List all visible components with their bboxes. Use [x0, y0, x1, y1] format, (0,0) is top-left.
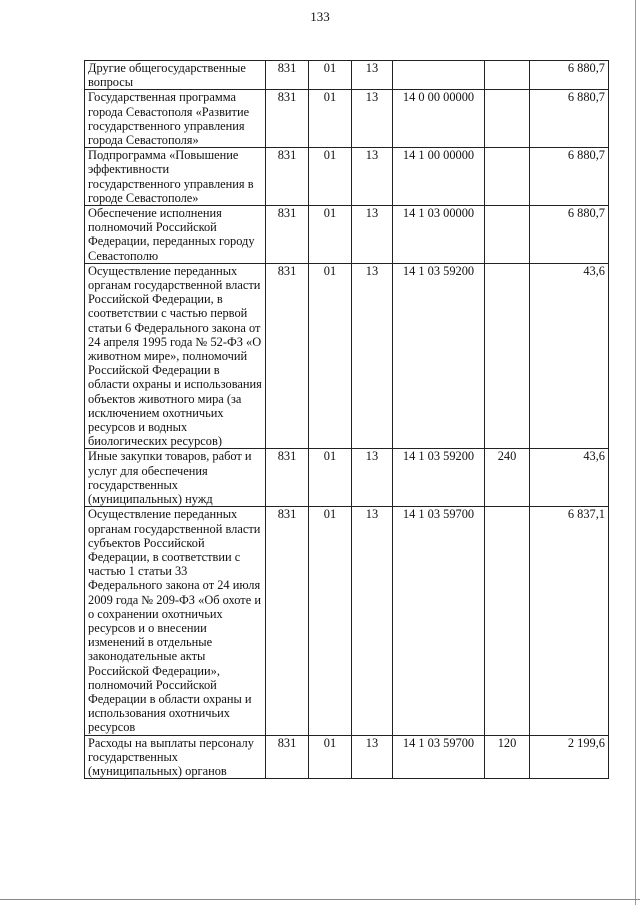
ministry-code: 831 [266, 735, 309, 779]
amount: 6 880,7 [530, 148, 609, 206]
target-article-code [393, 61, 485, 90]
section-code: 01 [309, 263, 352, 449]
subsection-code: 13 [352, 61, 393, 90]
row-name: Другие общегосударственные вопросы [85, 61, 266, 90]
ministry-code: 831 [266, 90, 309, 148]
row-name: Осуществление переданных органам государственной власти Российской Федерации, в соответствии с частью первой статьи 6 Федерального закона от 24 апреля 1995 года № 52-ФЗ «О животном мире», полномочий Российской Федерации в области охраны и использования объектов животного мира (за исключением охотничьих ресурсов и водных биологических ресурсов) [85, 263, 266, 449]
page-number: 133 [310, 9, 330, 24]
section-code: 01 [309, 206, 352, 264]
target-article-code: 14 1 00 00000 [393, 148, 485, 206]
section-code: 01 [309, 507, 352, 735]
target-article-code: 14 1 03 00000 [393, 206, 485, 264]
table-row [85, 61, 609, 90]
target-article-code: 14 1 03 59200 [393, 449, 485, 507]
expense-type-code [485, 263, 530, 449]
table-row [85, 148, 609, 206]
table-row [85, 449, 609, 507]
target-article-code: 14 1 03 59700 [393, 735, 485, 779]
subsection-code: 13 [352, 206, 393, 264]
row-name: Подпрограмма «Повышение эффективности государственного управления в городе Севастополе» [85, 148, 266, 206]
subsection-code: 13 [352, 449, 393, 507]
amount: 6 880,7 [530, 206, 609, 264]
table-row [85, 206, 609, 264]
ministry-code: 831 [266, 263, 309, 449]
expense-type-code [485, 148, 530, 206]
expense-type-code: 120 [485, 735, 530, 779]
expense-type-code [485, 507, 530, 735]
section-code: 01 [309, 148, 352, 206]
ministry-code: 831 [266, 449, 309, 507]
ministry-code: 831 [266, 206, 309, 264]
amount: 6 880,7 [530, 90, 609, 148]
section-code: 01 [309, 61, 352, 90]
table-row [85, 263, 609, 449]
amount: 6 837,1 [530, 507, 609, 735]
ministry-code: 831 [266, 148, 309, 206]
table-row [85, 735, 609, 779]
section-code: 01 [309, 90, 352, 148]
subsection-code: 13 [352, 263, 393, 449]
amount: 2 199,6 [530, 735, 609, 779]
expense-type-code [485, 61, 530, 90]
subsection-code: 13 [352, 148, 393, 206]
ministry-code: 831 [266, 61, 309, 90]
scan-edge-line [635, 0, 636, 905]
row-name: Государственная программа города Севастополя «Развитие государственного управления города Севастополя» [85, 90, 266, 148]
amount: 43,6 [530, 263, 609, 449]
scan-bottom-line [0, 899, 640, 900]
expense-type-code: 240 [485, 449, 530, 507]
section-code: 01 [309, 449, 352, 507]
target-article-code: 14 0 00 00000 [393, 90, 485, 148]
subsection-code: 13 [352, 735, 393, 779]
row-name: Осуществление переданных органам государственной власти субъектов Российской Федерации, в соответствии с частью 1 статьи 33 Федерального закона от 24 июля 2009 года № 209-ФЗ «Об охоте и о сохранении охотничьих ресурсов и о внесении изменений в отдельные законодательные акты Российской Федерации», полномочий Российской Федерации в области охраны и использования охотничьих ресурсов [85, 507, 266, 735]
expense-type-code [485, 206, 530, 264]
expense-type-code [485, 90, 530, 148]
amount: 43,6 [530, 449, 609, 507]
section-code: 01 [309, 735, 352, 779]
subsection-code: 13 [352, 507, 393, 735]
row-name: Обеспечение исполнения полномочий Российской Федерации, переданных городу Севастополю [85, 206, 266, 264]
table-row [85, 507, 609, 735]
amount: 6 880,7 [530, 61, 609, 90]
target-article-code: 14 1 03 59700 [393, 507, 485, 735]
target-article-code: 14 1 03 59200 [393, 263, 485, 449]
budget-table [84, 60, 609, 779]
row-name: Расходы на выплаты персоналу государственных (муниципальных) органов [85, 735, 266, 779]
subsection-code: 13 [352, 90, 393, 148]
row-name: Иные закупки товаров, работ и услуг для обеспечения государственных (муниципальных) нужд [85, 449, 266, 507]
table-row [85, 90, 609, 148]
ministry-code: 831 [266, 507, 309, 735]
